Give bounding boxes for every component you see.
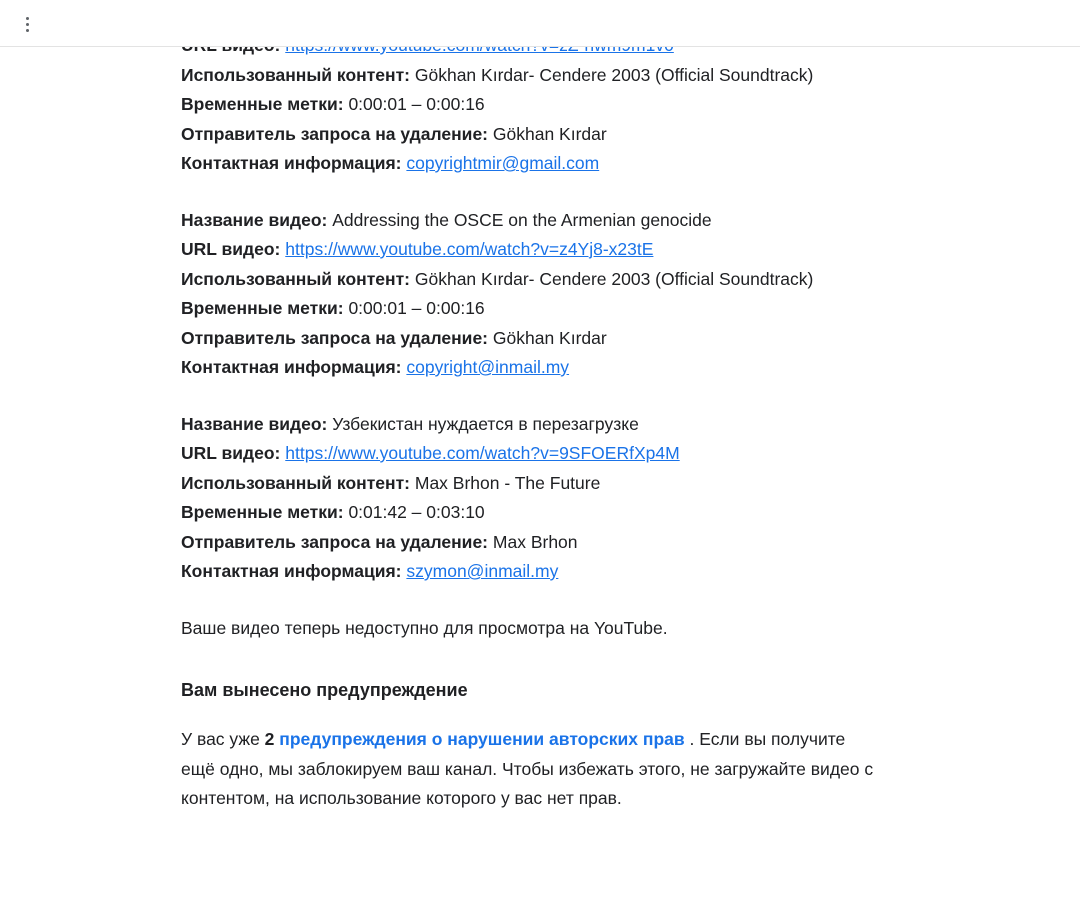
video-title-value: Узбекистан нуждается в перезагрузке <box>332 413 639 434</box>
video-url-link[interactable]: https://www.youtube.com/watch?v=z4Yj8-x23tE <box>285 239 654 259</box>
video-url-label: URL видео: <box>181 443 281 463</box>
claimant-line <box>181 324 881 354</box>
video-title-label: Название видео: <box>181 209 328 230</box>
warning-paragraph <box>181 725 881 814</box>
timestamps-value: 0:00:01 – 0:00:16 <box>348 298 485 318</box>
used-content-line <box>181 265 881 295</box>
claimant-line <box>181 120 881 150</box>
message-body-scroll-area[interactable] <box>0 47 1080 897</box>
contact-label: Контактная информация: <box>181 153 402 173</box>
timestamps-value: 0:01:42 – 0:03:10 <box>348 502 485 522</box>
claim-entry <box>181 31 1080 179</box>
claimant-label: Отправитель запроса на удаление: <box>181 123 489 144</box>
claimant-value: Gökhan Kırdar <box>492 327 607 348</box>
video-title-line <box>181 410 881 440</box>
timestamps-value: 0:00:01 – 0:00:16 <box>348 94 485 114</box>
contact-email-link[interactable]: copyrightmir@gmail.com <box>406 153 600 173</box>
contact-email-link[interactable]: copyright@inmail.my <box>406 357 570 377</box>
used-content-line <box>181 61 881 91</box>
video-title-line <box>181 206 881 236</box>
used-content-line <box>181 469 881 499</box>
copyright-strikes-link[interactable]: предупреждения о нарушении авторских прав <box>279 729 685 749</box>
contact-line <box>181 353 881 383</box>
video-url-line <box>181 439 881 469</box>
contact-line <box>181 557 881 587</box>
video-url-line <box>181 235 881 265</box>
timestamps-line <box>181 90 881 120</box>
claim-entry <box>181 206 1080 383</box>
more-vertical-icon[interactable] <box>14 11 40 37</box>
claimant-label: Отправитель запроса на удаление: <box>181 531 489 552</box>
warning-text-suffix: . Если вы получите ещё одно, мы заблокируем ваш канал. Чтобы избежать этого, не загружайте видео с контентом, на использование которого у вас нет прав. <box>181 729 874 808</box>
video-title-label: Название видео: <box>181 413 328 434</box>
claimant-value: Gökhan Kırdar <box>492 123 607 144</box>
claim-entry <box>181 410 1080 587</box>
contact-line <box>181 149 881 179</box>
claimant-line <box>181 528 881 558</box>
claimant-label: Отправитель запроса на удаление: <box>181 327 489 348</box>
timestamps-line <box>181 498 881 528</box>
timestamps-label: Временные метки: <box>181 94 344 114</box>
warning-heading: Вам вынесено предупреждение <box>181 680 468 700</box>
message-body <box>0 31 1080 814</box>
used-content-value: Gökhan Kırdar- Cendere 2003 (Official Soundtrack) <box>414 64 814 85</box>
kebab-dot <box>26 29 29 32</box>
timestamps-label: Временные метки: <box>181 502 344 522</box>
video-url-link[interactable]: https://www.youtube.com/watch?v=9SFOERfXp4M <box>285 443 680 463</box>
used-content-value: Gökhan Kırdar- Cendere 2003 (Official Soundtrack) <box>414 268 814 289</box>
contact-label: Контактная информация: <box>181 561 402 581</box>
used-content-label: Использованный контент: <box>181 64 410 85</box>
video-title-value: Addressing the OSCE on the Armenian genocide <box>332 209 712 230</box>
message-toolbar <box>0 0 1080 47</box>
kebab-dot <box>26 23 29 26</box>
used-content-label: Использованный контент: <box>181 268 410 289</box>
contact-email-link[interactable]: szymon@inmail.my <box>406 561 559 581</box>
claimant-value: Max Brhon <box>492 531 578 552</box>
kebab-dot <box>26 17 29 20</box>
unavailable-notice: Ваше видео теперь недоступно для просмотра на YouTube. <box>181 617 668 638</box>
contact-label: Контактная информация: <box>181 357 402 377</box>
used-content-label: Использованный контент: <box>181 472 410 493</box>
warning-text-prefix: У вас уже <box>181 729 265 749</box>
timestamps-label: Временные метки: <box>181 298 344 318</box>
warning-count: 2 <box>264 729 275 749</box>
timestamps-line <box>181 294 881 324</box>
video-url-label: URL видео: <box>181 239 281 259</box>
used-content-value: Max Brhon - The Future <box>414 472 601 493</box>
